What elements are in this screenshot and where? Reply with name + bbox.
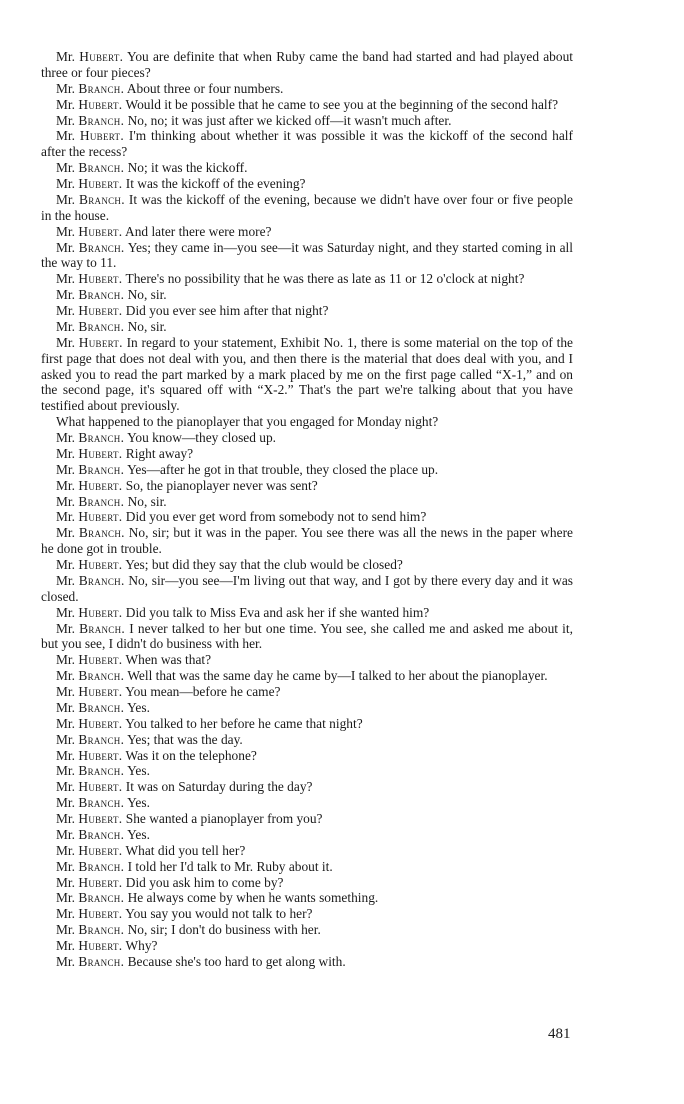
speaker-prefix: Mr.	[56, 160, 75, 176]
speaker-name: Hubert.	[78, 715, 123, 731]
speaker-name: Branch.	[78, 572, 125, 588]
speaker-prefix: Mr.	[56, 477, 75, 493]
testimony-paragraph	[41, 303, 573, 319]
speaker-prefix: Mr.	[56, 239, 75, 255]
speaker-prefix: Mr.	[56, 445, 75, 461]
testimony-paragraph	[41, 557, 573, 573]
speaker-name: Branch.	[78, 668, 125, 684]
speaker-name: Branch.	[78, 430, 125, 445]
speech-text: It was the kickoff of the evening, because we didn't have over four or five people in the house.	[41, 191, 573, 223]
speaker-name: Hubert.	[78, 779, 123, 795]
speech-text: Did you ask him to come by?	[125, 874, 284, 890]
testimony-paragraph	[41, 335, 573, 414]
testimony-paragraph	[41, 779, 573, 795]
speaker-prefix: Mr.	[56, 747, 75, 763]
speaker-name: Hubert.	[78, 334, 123, 350]
testimony-paragraph	[41, 621, 573, 653]
speech-text: No, no; it was just after we kicked off—it wasn't much after.	[127, 112, 452, 128]
testimony-paragraph	[41, 954, 573, 970]
testimony-paragraph	[41, 652, 573, 668]
speech-text: Well that was the same day he came by—I talked to her about the pianoplayer.	[127, 668, 548, 684]
speech-text: Did you ever get word from somebody not to send him?	[125, 509, 427, 525]
speaker-name: Hubert.	[78, 874, 123, 890]
speaker-name: Branch.	[78, 953, 125, 969]
speaker-name: Hubert.	[78, 477, 123, 493]
testimony-paragraph	[41, 573, 573, 605]
testimony-paragraph	[41, 906, 573, 922]
speaker-prefix: Mr.	[56, 176, 75, 191]
speech-text: In regard to your statement, Exhibit No. 1, there is some material on the top of the first page that does not deal with you, and then there is the material that does deal with you, and I asked you to read the part marked by a mark placed by me on the first page called “X-1,” and on the second page, it's squared off with “X-2.” That's the part we're talking about that you have testified about previously.	[41, 334, 573, 414]
testimony-paragraph	[41, 192, 573, 224]
speaker-prefix: Mr.	[56, 112, 75, 128]
speech-text: And later there were more?	[125, 223, 272, 239]
testimony-paragraph	[41, 224, 573, 240]
speech-text: There's no possibility that he was there as late as 11 or 12 o'clock at night?	[125, 271, 525, 287]
speech-text: It was the kickoff of the evening?	[125, 176, 306, 191]
speaker-prefix: Mr.	[56, 604, 75, 620]
speaker-name: Branch.	[78, 493, 125, 509]
testimony-paragraph	[41, 240, 573, 272]
testimony-paragraph	[41, 827, 573, 843]
speech-text: Yes.	[127, 795, 150, 811]
speaker-name: Branch.	[78, 699, 125, 715]
testimony-paragraph	[41, 160, 573, 176]
speech-text: No; it was the kickoff.	[127, 160, 248, 176]
speech-text: Yes; but did they say that the club would be closed?	[125, 557, 403, 572]
speaker-prefix: Mr.	[56, 303, 75, 318]
testimony-paragraph	[41, 859, 573, 875]
speaker-name: Branch.	[78, 731, 125, 747]
speaker-name: Hubert.	[78, 176, 123, 191]
testimony-paragraph	[41, 811, 573, 827]
speech-text: What happened to the pianoplayer that you engaged for Monday night?	[56, 414, 439, 430]
speaker-prefix: Mr.	[56, 890, 75, 906]
speaker-prefix: Mr.	[56, 557, 75, 572]
speech-text: Why?	[125, 938, 158, 953]
speaker-prefix: Mr.	[56, 763, 75, 779]
speech-text: Would it be possible that he came to see you at the beginning of the second half?	[125, 96, 559, 112]
testimony-paragraph	[41, 748, 573, 764]
speaker-name: Branch.	[78, 80, 125, 96]
speech-text: You mean—before he came?	[125, 684, 281, 699]
speech-text: No, sir; but it was in the paper. You see there was all the news in the paper where he done got in trouble.	[41, 525, 573, 557]
speaker-prefix: Mr.	[56, 525, 75, 541]
speaker-prefix: Mr.	[56, 191, 75, 207]
speech-text: No, sir.	[127, 287, 167, 303]
testimony-paragraph	[41, 700, 573, 716]
speech-text: No, sir—you see—I'm living out that way, and I got by there every day and it was closed.	[41, 572, 573, 604]
testimony-paragraph	[41, 684, 573, 700]
speaker-prefix: Mr.	[56, 779, 75, 795]
testimony-paragraph	[41, 97, 573, 113]
testimony-paragraph	[41, 890, 573, 906]
speaker-name: Branch.	[78, 318, 125, 334]
testimony-paragraph	[41, 113, 573, 129]
speaker-name: Branch.	[78, 858, 125, 874]
speech-text: No, sir; I don't do business with her.	[127, 922, 321, 938]
testimony-paragraph	[41, 319, 573, 335]
testimony-paragraph	[41, 430, 573, 446]
speaker-prefix: Mr.	[56, 811, 75, 826]
speaker-name: Branch.	[78, 795, 125, 811]
speaker-name: Hubert.	[78, 223, 123, 239]
speaker-prefix: Mr.	[56, 223, 75, 239]
speech-text: Did you ever see him after that night?	[125, 303, 329, 318]
speaker-prefix: Mr.	[56, 96, 75, 112]
testimony-paragraph	[41, 716, 573, 732]
speaker-name: Branch.	[78, 112, 125, 128]
speaker-prefix: Mr.	[56, 620, 75, 636]
testimony-paragraph	[41, 525, 573, 557]
testimony-paragraph	[41, 414, 573, 430]
speaker-name: Hubert.	[78, 747, 123, 763]
speaker-name: Hubert.	[78, 604, 123, 620]
speaker-prefix: Mr.	[56, 731, 75, 747]
speaker-prefix: Mr.	[56, 795, 75, 811]
speaker-prefix: Mr.	[56, 842, 75, 858]
speaker-prefix: Mr.	[56, 572, 75, 588]
speaker-name: Hubert.	[78, 684, 123, 699]
speaker-prefix: Mr.	[56, 80, 75, 96]
testimony-paragraph	[41, 49, 573, 81]
page-number: 481	[548, 1026, 571, 1042]
speaker-prefix: Mr.	[56, 271, 75, 287]
speech-text: Yes.	[127, 699, 150, 715]
speaker-prefix: Mr.	[56, 128, 75, 144]
speech-text: He always come by when he wants something.	[127, 890, 379, 906]
testimony-paragraph	[41, 922, 573, 938]
testimony-paragraph	[41, 763, 573, 779]
speech-text: It was on Saturday during the day?	[125, 779, 313, 795]
testimony-paragraph	[41, 287, 573, 303]
speech-text: You talked to her before he came that night?	[125, 715, 363, 731]
testimony-paragraph	[41, 446, 573, 462]
speech-text: Because she's too hard to get along with.	[127, 953, 346, 969]
speaker-prefix: Mr.	[56, 493, 75, 509]
speaker-name: Hubert.	[78, 906, 123, 922]
testimony-paragraph	[41, 668, 573, 684]
testimony-paragraph	[41, 938, 573, 954]
speaker-name: Hubert.	[79, 49, 124, 64]
speaker-name: Hubert.	[78, 938, 123, 953]
testimony-paragraph	[41, 843, 573, 859]
speaker-prefix: Mr.	[56, 652, 75, 668]
speech-text: I told her I'd talk to Mr. Ruby about it.	[127, 858, 333, 874]
testimony-paragraph	[41, 605, 573, 621]
speech-text: Yes—after he got in that trouble, they closed the place up.	[127, 461, 439, 477]
speaker-name: Branch.	[78, 763, 125, 779]
testimony-paragraph	[41, 875, 573, 891]
speaker-name: Hubert.	[78, 509, 123, 525]
testimony-paragraph	[41, 81, 573, 97]
speaker-name: Hubert.	[78, 96, 123, 112]
speaker-name: Hubert.	[78, 303, 123, 318]
testimony-paragraph	[41, 795, 573, 811]
speaker-name: Hubert.	[78, 271, 123, 287]
speaker-name: Branch.	[78, 890, 125, 906]
speaker-name: Hubert.	[78, 811, 123, 826]
testimony-paragraph	[41, 271, 573, 287]
speech-text: Yes; they came in—you see—it was Saturday night, and they started coming in all the way to 11.	[41, 239, 573, 271]
speaker-prefix: Mr.	[56, 953, 75, 969]
speaker-prefix: Mr.	[56, 715, 75, 731]
speaker-name: Branch.	[78, 239, 125, 255]
speaker-name: Hubert.	[78, 652, 123, 668]
speaker-name: Branch.	[79, 191, 125, 207]
speaker-name: Branch.	[78, 922, 125, 938]
speaker-prefix: Mr.	[56, 938, 75, 953]
speaker-prefix: Mr.	[56, 49, 75, 64]
speaker-name: Hubert.	[79, 128, 124, 144]
speech-text: When was that?	[125, 652, 212, 668]
speech-text: What did you tell her?	[125, 842, 246, 858]
speaker-prefix: Mr.	[56, 684, 75, 699]
speech-text: Did you talk to Miss Eva and ask her if she wanted him?	[125, 604, 430, 620]
speaker-prefix: Mr.	[56, 334, 75, 350]
testimony-paragraph	[41, 128, 573, 160]
testimony-text	[41, 49, 573, 970]
testimony-paragraph	[41, 176, 573, 192]
speaker-name: Hubert.	[78, 557, 123, 572]
speaker-prefix: Mr.	[56, 906, 75, 922]
speaker-prefix: Mr.	[56, 509, 75, 525]
speaker-name: Branch.	[78, 160, 125, 176]
speech-text: No, sir.	[127, 493, 167, 509]
speech-text: Yes.	[127, 763, 150, 779]
speech-text: Right away?	[125, 445, 194, 461]
speech-text: Yes; that was the day.	[127, 731, 243, 747]
speaker-prefix: Mr.	[56, 874, 75, 890]
speaker-prefix: Mr.	[56, 318, 75, 334]
speaker-prefix: Mr.	[56, 699, 75, 715]
testimony-paragraph	[41, 509, 573, 525]
speaker-name: Hubert.	[78, 445, 123, 461]
speaker-prefix: Mr.	[56, 461, 75, 477]
testimony-paragraph	[41, 462, 573, 478]
speech-text: Was it on the telephone?	[125, 747, 257, 763]
speaker-name: Branch.	[78, 525, 125, 541]
speech-text: You are definite that when Ruby came the band had started and had played about three or four pieces?	[41, 49, 573, 80]
speech-text: I never talked to her but one time. You see, she called me and asked me about it, but you see, I didn't do business with her.	[41, 620, 573, 652]
speech-text: Yes.	[127, 826, 150, 842]
testimony-paragraph	[41, 732, 573, 748]
speaker-prefix: Mr.	[56, 430, 75, 445]
speech-text: I'm thinking about whether it was possible it was the kickoff of the second half after the recess?	[41, 128, 573, 160]
speech-text: You say you would not talk to her?	[125, 906, 313, 922]
speaker-name: Branch.	[78, 461, 125, 477]
speaker-name: Branch.	[78, 287, 125, 303]
speech-text: She wanted a pianoplayer from you?	[125, 811, 323, 826]
speaker-prefix: Mr.	[56, 826, 75, 842]
speaker-prefix: Mr.	[56, 668, 75, 684]
speech-text: You know—they closed up.	[127, 430, 277, 445]
speech-text: About three or four numbers.	[126, 80, 284, 96]
speaker-name: Branch.	[79, 620, 126, 636]
speaker-prefix: Mr.	[56, 287, 75, 303]
speaker-name: Branch.	[78, 826, 125, 842]
speech-text: So, the pianoplayer never was sent?	[125, 477, 318, 493]
speaker-prefix: Mr.	[56, 922, 75, 938]
testimony-paragraph	[41, 494, 573, 510]
speech-text: No, sir.	[127, 318, 167, 334]
testimony-paragraph	[41, 478, 573, 494]
speaker-prefix: Mr.	[56, 858, 75, 874]
speaker-name: Hubert.	[78, 842, 123, 858]
